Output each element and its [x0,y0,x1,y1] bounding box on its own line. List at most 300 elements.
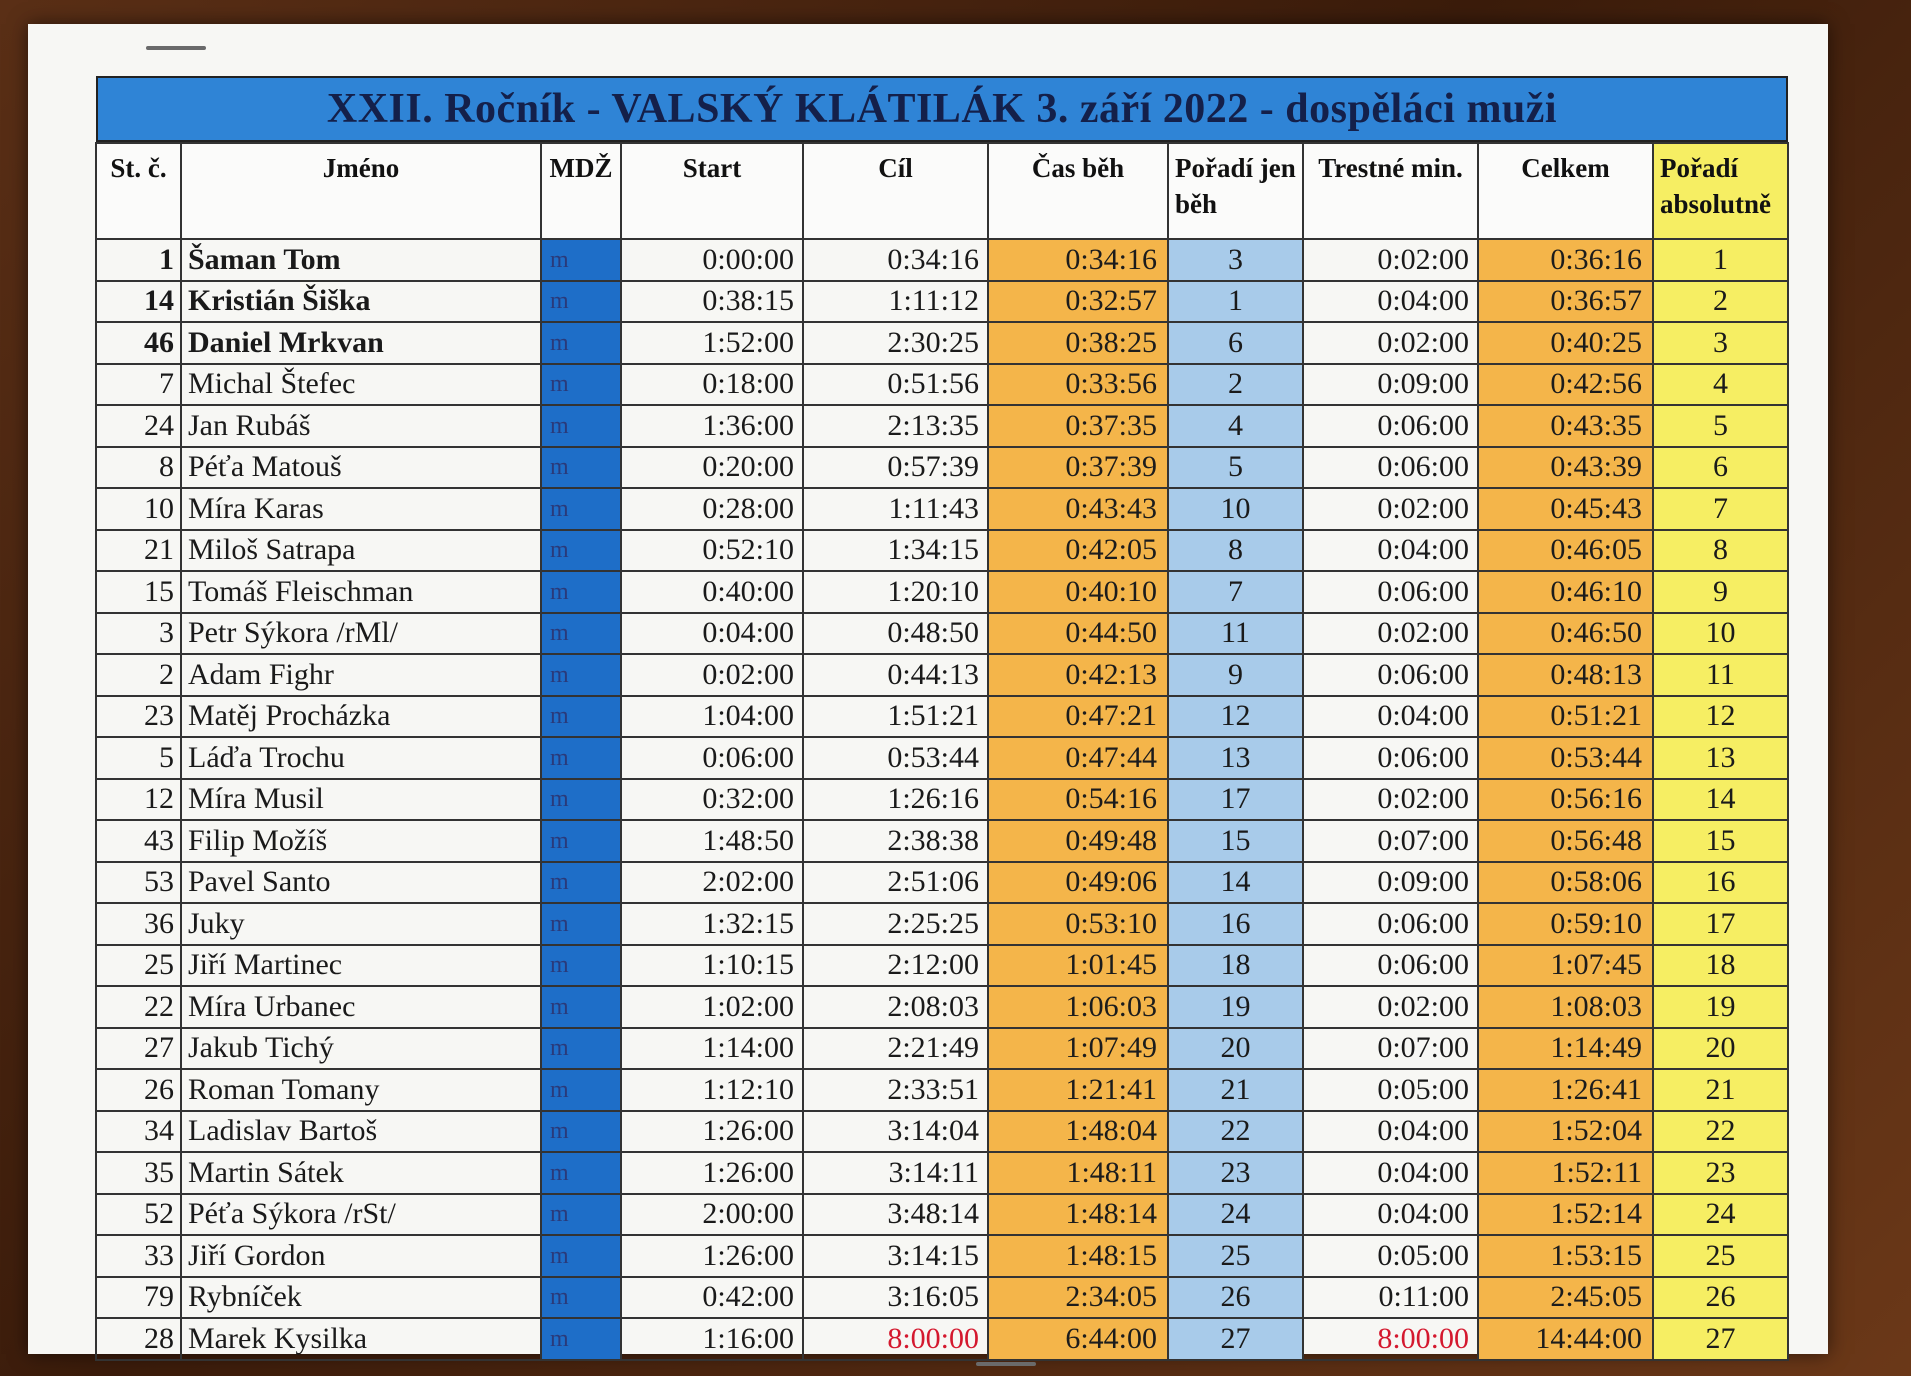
runner-name: Petr Sýkora /rMl/ [181,613,541,655]
runner-name: Roman Tomany [181,1069,541,1111]
table-row [96,1069,1788,1111]
total-time: 14:44:00 [1478,1318,1653,1360]
finish-time: 1:11:43 [803,488,988,530]
start-number: 27 [96,1028,181,1070]
start-time: 1:52:00 [621,322,803,364]
run-rank: 9 [1168,654,1303,696]
finish-time: 2:51:06 [803,862,988,904]
table-row [96,737,1788,779]
total-time: 0:46:10 [1478,571,1653,613]
run-time: 1:48:15 [988,1235,1168,1277]
start-number: 24 [96,405,181,447]
total-time: 0:42:56 [1478,364,1653,406]
start-number: 14 [96,281,181,323]
run-rank: 19 [1168,986,1303,1028]
runner-name: Šaman Tom [181,239,541,281]
table-row [96,820,1788,862]
run-time: 0:47:21 [988,696,1168,738]
start-number: 26 [96,1069,181,1111]
total-time: 0:56:48 [1478,820,1653,862]
run-time: 1:01:45 [988,945,1168,987]
absolute-rank: 8 [1653,530,1788,572]
run-rank: 23 [1168,1152,1303,1194]
absolute-rank: 13 [1653,737,1788,779]
absolute-rank: 16 [1653,862,1788,904]
mdz-cell: m [541,696,621,738]
absolute-rank: 25 [1653,1235,1788,1277]
finish-time: 0:51:56 [803,364,988,406]
run-time: 0:37:35 [988,405,1168,447]
run-rank: 17 [1168,779,1303,821]
start-time: 2:00:00 [621,1194,803,1236]
mdz-cell: m [541,364,621,406]
table-row [96,530,1788,572]
run-rank: 4 [1168,405,1303,447]
start-number: 28 [96,1318,181,1360]
run-time: 0:44:50 [988,613,1168,655]
staple-mark [976,1362,1036,1366]
start-number: 12 [96,779,181,821]
start-time: 0:06:00 [621,737,803,779]
penalty-time: 0:06:00 [1303,654,1478,696]
runner-name: Rybníček [181,1277,541,1319]
run-time: 0:32:57 [988,281,1168,323]
header-st-c: St. č. [96,143,181,239]
mdz-cell: m [541,322,621,364]
start-number: 10 [96,488,181,530]
table-row [96,1194,1788,1236]
mdz-cell: m [541,1111,621,1153]
start-number: 52 [96,1194,181,1236]
mdz-cell: m [541,613,621,655]
run-rank: 7 [1168,571,1303,613]
run-time: 1:48:14 [988,1194,1168,1236]
absolute-rank: 11 [1653,654,1788,696]
run-time: 0:49:06 [988,862,1168,904]
start-number: 36 [96,903,181,945]
header-mdz: MDŽ [541,143,621,239]
finish-time: 0:44:13 [803,654,988,696]
penalty-time: 0:05:00 [1303,1069,1478,1111]
runner-name: Martin Sátek [181,1152,541,1194]
penalty-time: 0:04:00 [1303,1194,1478,1236]
run-rank: 12 [1168,696,1303,738]
start-time: 0:18:00 [621,364,803,406]
header-trestne-min: Trestné min. [1303,143,1478,239]
runner-name: Kristián Šiška [181,281,541,323]
finish-time: 2:25:25 [803,903,988,945]
finish-time: 8:00:00 [803,1318,988,1360]
absolute-rank: 14 [1653,779,1788,821]
absolute-rank: 6 [1653,447,1788,489]
total-time: 0:43:39 [1478,447,1653,489]
mdz-cell: m [541,1194,621,1236]
penalty-time: 0:07:00 [1303,820,1478,862]
runner-name: Daniel Mrkvan [181,322,541,364]
table-row [96,903,1788,945]
start-number: 25 [96,945,181,987]
mdz-cell: m [541,239,621,281]
absolute-rank: 26 [1653,1277,1788,1319]
results-title: XXII. Ročník - VALSKÝ KLÁTILÁK 3. září 2022 - dospěláci muži [96,76,1788,142]
penalty-time: 0:02:00 [1303,488,1478,530]
header-cas-beh: Čas běh [988,143,1168,239]
absolute-rank: 22 [1653,1111,1788,1153]
runner-name: Pavel Santo [181,862,541,904]
run-time: 0:37:39 [988,447,1168,489]
runner-name: Jiří Gordon [181,1235,541,1277]
mdz-cell: m [541,862,621,904]
start-time: 0:28:00 [621,488,803,530]
absolute-rank: 9 [1653,571,1788,613]
total-time: 1:07:45 [1478,945,1653,987]
mdz-cell: m [541,779,621,821]
mdz-cell: m [541,737,621,779]
start-time: 1:26:00 [621,1235,803,1277]
absolute-rank: 1 [1653,239,1788,281]
run-time: 0:38:25 [988,322,1168,364]
run-time: 0:54:16 [988,779,1168,821]
table-row [96,281,1788,323]
header-poradi-jen-beh: Pořadí jen běh [1168,143,1303,239]
finish-time: 1:11:12 [803,281,988,323]
mdz-cell: m [541,1318,621,1360]
mdz-cell: m [541,571,621,613]
table-row [96,1318,1788,1360]
mdz-cell: m [541,405,621,447]
table-row [96,322,1788,364]
start-time: 1:16:00 [621,1318,803,1360]
penalty-time: 0:06:00 [1303,405,1478,447]
total-time: 0:48:13 [1478,654,1653,696]
start-number: 7 [96,364,181,406]
table-row [96,1028,1788,1070]
start-time: 1:26:00 [621,1111,803,1153]
total-time: 0:36:16 [1478,239,1653,281]
absolute-rank: 10 [1653,613,1788,655]
total-time: 1:52:14 [1478,1194,1653,1236]
runner-name: Péťa Matouš [181,447,541,489]
penalty-time: 0:05:00 [1303,1235,1478,1277]
finish-time: 2:12:00 [803,945,988,987]
runner-name: Ladislav Bartoš [181,1111,541,1153]
absolute-rank: 2 [1653,281,1788,323]
penalty-time: 0:06:00 [1303,447,1478,489]
table-row [96,405,1788,447]
absolute-rank: 17 [1653,903,1788,945]
total-time: 2:45:05 [1478,1277,1653,1319]
table-row [96,488,1788,530]
mdz-cell: m [541,945,621,987]
run-rank: 8 [1168,530,1303,572]
total-time: 1:14:49 [1478,1028,1653,1070]
start-time: 1:48:50 [621,820,803,862]
mdz-cell: m [541,281,621,323]
table-row [96,571,1788,613]
run-time: 0:33:56 [988,364,1168,406]
start-time: 0:32:00 [621,779,803,821]
finish-time: 1:26:16 [803,779,988,821]
run-rank: 5 [1168,447,1303,489]
results-sheet [96,76,1788,1361]
finish-time: 2:33:51 [803,1069,988,1111]
start-time: 1:10:15 [621,945,803,987]
penalty-time: 0:07:00 [1303,1028,1478,1070]
run-time: 6:44:00 [988,1318,1168,1360]
mdz-cell: m [541,986,621,1028]
mdz-cell: m [541,1028,621,1070]
run-time: 2:34:05 [988,1277,1168,1319]
table-row [96,364,1788,406]
mdz-cell: m [541,488,621,530]
start-number: 43 [96,820,181,862]
start-number: 2 [96,654,181,696]
run-time: 0:42:05 [988,530,1168,572]
total-time: 0:43:35 [1478,405,1653,447]
mdz-cell: m [541,820,621,862]
finish-time: 1:20:10 [803,571,988,613]
run-time: 0:40:10 [988,571,1168,613]
total-time: 1:52:11 [1478,1152,1653,1194]
total-time: 1:53:15 [1478,1235,1653,1277]
start-number: 35 [96,1152,181,1194]
runner-name: Juky [181,903,541,945]
penalty-time: 0:04:00 [1303,1111,1478,1153]
start-number: 34 [96,1111,181,1153]
table-row [96,986,1788,1028]
run-rank: 15 [1168,820,1303,862]
start-time: 1:26:00 [621,1152,803,1194]
total-time: 1:08:03 [1478,986,1653,1028]
penalty-time: 0:04:00 [1303,696,1478,738]
runner-name: Adam Fighr [181,654,541,696]
runner-name: Marek Kysilka [181,1318,541,1360]
finish-time: 3:14:15 [803,1235,988,1277]
total-time: 0:40:25 [1478,322,1653,364]
finish-time: 1:34:15 [803,530,988,572]
runner-name: Matěj Procházka [181,696,541,738]
run-rank: 21 [1168,1069,1303,1111]
finish-time: 2:08:03 [803,986,988,1028]
mdz-cell: m [541,530,621,572]
run-time: 1:06:03 [988,986,1168,1028]
start-number: 53 [96,862,181,904]
table-row [96,613,1788,655]
total-time: 0:58:06 [1478,862,1653,904]
finish-time: 0:34:16 [803,239,988,281]
table-row [96,447,1788,489]
start-time: 1:04:00 [621,696,803,738]
total-time: 0:53:44 [1478,737,1653,779]
runner-name: Míra Musil [181,779,541,821]
header-celkem: Celkem [1478,143,1653,239]
penalty-time: 8:00:00 [1303,1318,1478,1360]
start-number: 21 [96,530,181,572]
table-row [96,1277,1788,1319]
penalty-time: 0:02:00 [1303,986,1478,1028]
absolute-rank: 21 [1653,1069,1788,1111]
absolute-rank: 4 [1653,364,1788,406]
start-number: 23 [96,696,181,738]
run-rank: 1 [1168,281,1303,323]
finish-time: 0:53:44 [803,737,988,779]
start-time: 0:40:00 [621,571,803,613]
run-rank: 24 [1168,1194,1303,1236]
start-time: 0:38:15 [621,281,803,323]
staple-mark [146,46,206,50]
run-rank: 6 [1168,322,1303,364]
header-cil: Cíl [803,143,988,239]
mdz-cell: m [541,1152,621,1194]
run-rank: 10 [1168,488,1303,530]
run-rank: 25 [1168,1235,1303,1277]
absolute-rank: 12 [1653,696,1788,738]
runner-name: Míra Urbanec [181,986,541,1028]
runner-name: Miloš Satrapa [181,530,541,572]
mdz-cell: m [541,1277,621,1319]
table-row [96,1111,1788,1153]
paper-sheet [28,24,1828,1354]
absolute-rank: 5 [1653,405,1788,447]
penalty-time: 0:11:00 [1303,1277,1478,1319]
results-body [96,239,1788,1360]
finish-time: 2:21:49 [803,1028,988,1070]
penalty-time: 0:06:00 [1303,571,1478,613]
table-row [96,1152,1788,1194]
absolute-rank: 24 [1653,1194,1788,1236]
start-number: 46 [96,322,181,364]
run-rank: 26 [1168,1277,1303,1319]
table-row [96,696,1788,738]
start-time: 0:52:10 [621,530,803,572]
run-rank: 22 [1168,1111,1303,1153]
penalty-time: 0:06:00 [1303,737,1478,779]
mdz-cell: m [541,447,621,489]
run-time: 0:53:10 [988,903,1168,945]
table-row [96,945,1788,987]
runner-name: Jakub Tichý [181,1028,541,1070]
total-time: 1:52:04 [1478,1111,1653,1153]
finish-time: 2:38:38 [803,820,988,862]
runner-name: Michal Štefec [181,364,541,406]
run-rank: 3 [1168,239,1303,281]
finish-time: 3:14:11 [803,1152,988,1194]
absolute-rank: 27 [1653,1318,1788,1360]
start-number: 79 [96,1277,181,1319]
penalty-time: 0:02:00 [1303,779,1478,821]
finish-time: 0:48:50 [803,613,988,655]
total-time: 1:26:41 [1478,1069,1653,1111]
absolute-rank: 7 [1653,488,1788,530]
run-rank: 13 [1168,737,1303,779]
table-row [96,239,1788,281]
total-time: 0:59:10 [1478,903,1653,945]
penalty-time: 0:02:00 [1303,239,1478,281]
run-time: 0:34:16 [988,239,1168,281]
penalty-time: 0:06:00 [1303,945,1478,987]
start-time: 1:02:00 [621,986,803,1028]
runner-name: Tomáš Fleischman [181,571,541,613]
run-time: 1:48:11 [988,1152,1168,1194]
absolute-rank: 19 [1653,986,1788,1028]
mdz-cell: m [541,1235,621,1277]
results-table [96,142,1789,1361]
table-row [96,654,1788,696]
start-number: 15 [96,571,181,613]
run-time: 0:43:43 [988,488,1168,530]
start-time: 1:12:10 [621,1069,803,1111]
start-time: 2:02:00 [621,862,803,904]
penalty-time: 0:02:00 [1303,613,1478,655]
run-time: 1:07:49 [988,1028,1168,1070]
run-rank: 27 [1168,1318,1303,1360]
run-rank: 11 [1168,613,1303,655]
run-rank: 18 [1168,945,1303,987]
run-rank: 16 [1168,903,1303,945]
start-time: 1:14:00 [621,1028,803,1070]
run-time: 1:48:04 [988,1111,1168,1153]
penalty-time: 0:02:00 [1303,322,1478,364]
runner-name: Péťa Sýkora /rSt/ [181,1194,541,1236]
start-time: 1:32:15 [621,903,803,945]
penalty-time: 0:09:00 [1303,862,1478,904]
header-poradi-absolutne: Pořadí absolutně [1653,143,1788,239]
start-number: 5 [96,737,181,779]
absolute-rank: 18 [1653,945,1788,987]
runner-name: Jan Rubáš [181,405,541,447]
run-time: 0:42:13 [988,654,1168,696]
absolute-rank: 23 [1653,1152,1788,1194]
start-time: 0:20:00 [621,447,803,489]
total-time: 0:36:57 [1478,281,1653,323]
finish-time: 0:57:39 [803,447,988,489]
start-number: 8 [96,447,181,489]
finish-time: 3:14:04 [803,1111,988,1153]
start-number: 22 [96,986,181,1028]
finish-time: 2:13:35 [803,405,988,447]
total-time: 0:51:21 [1478,696,1653,738]
mdz-cell: m [541,1069,621,1111]
start-time: 0:42:00 [621,1277,803,1319]
total-time: 0:45:43 [1478,488,1653,530]
start-time: 1:36:00 [621,405,803,447]
runner-name: Láďa Trochu [181,737,541,779]
total-time: 0:46:50 [1478,613,1653,655]
table-row [96,1235,1788,1277]
runner-name: Jiří Martinec [181,945,541,987]
start-number: 33 [96,1235,181,1277]
absolute-rank: 15 [1653,820,1788,862]
total-time: 0:46:05 [1478,530,1653,572]
start-number: 1 [96,239,181,281]
finish-time: 1:51:21 [803,696,988,738]
start-time: 0:04:00 [621,613,803,655]
absolute-rank: 3 [1653,322,1788,364]
penalty-time: 0:09:00 [1303,364,1478,406]
finish-time: 2:30:25 [803,322,988,364]
run-time: 1:21:41 [988,1069,1168,1111]
run-time: 0:49:48 [988,820,1168,862]
table-row [96,779,1788,821]
runner-name: Filip Možíš [181,820,541,862]
finish-time: 3:16:05 [803,1277,988,1319]
run-rank: 14 [1168,862,1303,904]
mdz-cell: m [541,903,621,945]
start-time: 0:00:00 [621,239,803,281]
start-time: 0:02:00 [621,654,803,696]
penalty-time: 0:04:00 [1303,530,1478,572]
start-number: 3 [96,613,181,655]
